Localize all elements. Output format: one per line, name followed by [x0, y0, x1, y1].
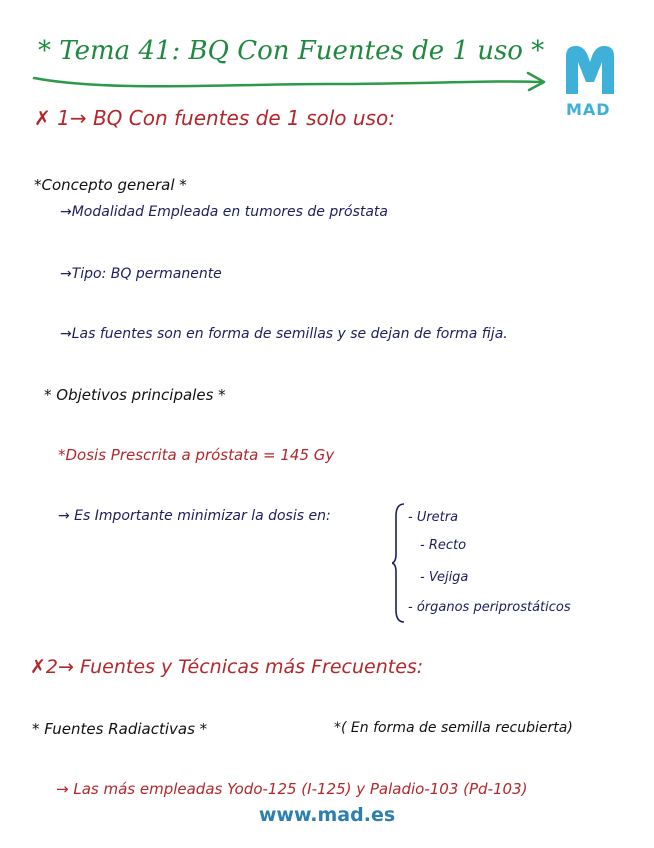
sources-heading: * Fuentes Radiactivas *: [32, 720, 208, 738]
organ-item: - Recto: [420, 538, 467, 553]
title-underline-arrow: [28, 62, 558, 96]
concept-item: →Las fuentes son en forma de semillas y se dejan de forma fija.: [60, 326, 508, 342]
dose-line: *Dosis Prescrita a próstata = 145 Gy: [58, 446, 335, 464]
minimize-line: → Es Importante minimizar la dosis en:: [58, 508, 331, 524]
concept-heading: *Concepto general *: [34, 176, 187, 194]
concept-item: →Modalidad Empleada en tumores de próstata: [60, 204, 388, 220]
logo-text: MAD: [566, 100, 611, 119]
concept-item: →Tipo: BQ permanente: [60, 266, 222, 282]
footer-url[interactable]: www.mad.es: [258, 804, 396, 826]
objectives-heading: * Objetivos principales *: [44, 386, 226, 404]
organ-brace-icon: [392, 502, 406, 624]
sources-note: *( En forma de semilla recubierta): [334, 720, 573, 736]
page-title: * Tema 41: BQ Con Fuentes de 1 uso *: [38, 36, 545, 66]
organ-item: - Vejiga: [420, 570, 469, 585]
organ-item: - órganos periprostáticos: [408, 600, 571, 615]
section1-heading: ✗ 1→ BQ Con fuentes de 1 solo uso:: [34, 106, 395, 130]
section2-heading: ✗2→ Fuentes y Técnicas más Frecuentes:: [30, 656, 424, 678]
organ-item: - Uretra: [408, 510, 459, 525]
mad-logo-icon: [560, 42, 620, 98]
sources-line: → Las más empleadas Yodo-125 (I-125) y Paladio-103 (Pd-103): [56, 780, 528, 798]
